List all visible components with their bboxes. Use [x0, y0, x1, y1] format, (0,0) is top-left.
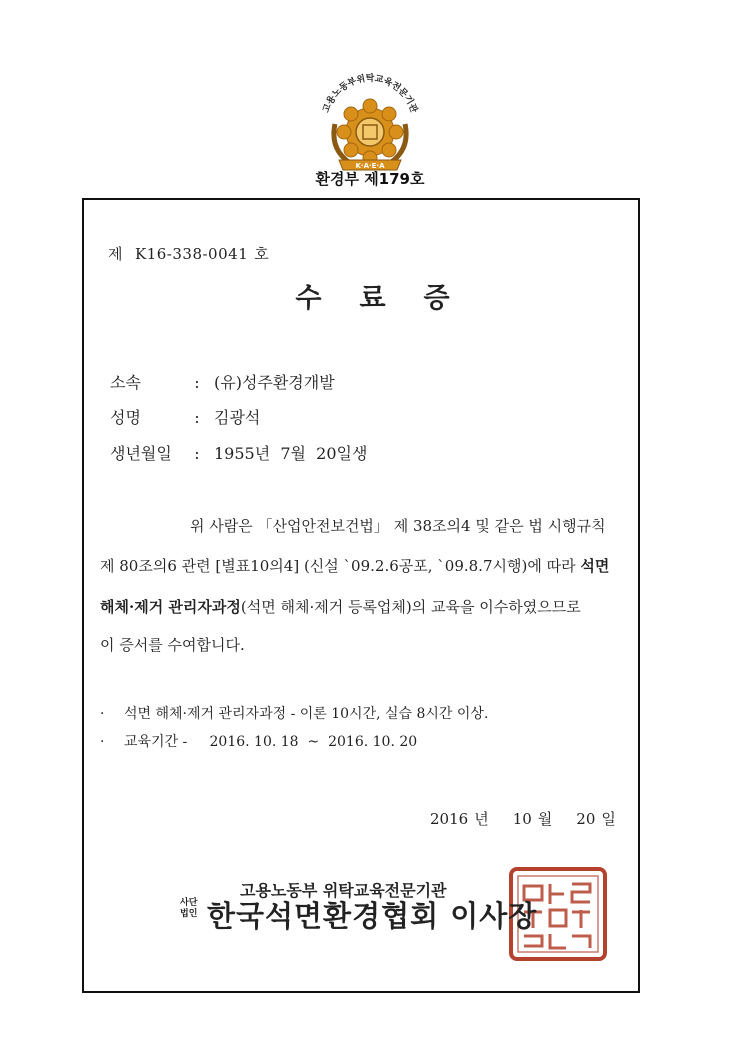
- issue-day-unit: 일: [601, 810, 616, 828]
- body-line-2: [100, 555, 609, 576]
- body-bold-text: 해체·제거 관리자과정: [100, 598, 241, 616]
- bullet-text: 교육기간 - 2016. 10. 18 ~ 2016. 10. 20: [124, 734, 418, 750]
- issuer-subtitle: 고용노동부 위탁교육전문기관: [240, 881, 447, 900]
- issue-date: [430, 808, 622, 829]
- certificate-title: 수료증: [295, 283, 488, 314]
- field-birthdate: [110, 441, 367, 464]
- certificate-number-prefix: 제: [108, 245, 123, 263]
- field-colon: :: [194, 373, 200, 392]
- body-text: 제 80조의6 관련 [별표10의4] (신설 `09.2.6공포, `09.8.7시행)에 따라: [100, 557, 581, 575]
- field-label: 생년월일: [110, 444, 172, 463]
- body-text: (석면 해체·제거 등록업체)의 교육을 이수하였으므로: [240, 598, 581, 616]
- body-line-4: [100, 634, 245, 655]
- field-name: [110, 405, 260, 428]
- issue-month-unit: 월: [537, 810, 553, 828]
- field-label: 성명: [110, 408, 141, 427]
- body-text: 위 사람은 「산업안전보건법」 제 38조의4 및 같은 법 시행규칙: [190, 517, 606, 535]
- issuer-name: 한국석면환경협회 이사장: [207, 899, 538, 933]
- field-colon: :: [194, 408, 200, 427]
- certificate-number: K16-338-0041: [135, 245, 249, 263]
- course-period-item: [100, 731, 417, 751]
- corporation-tag: [180, 898, 197, 920]
- field-value: 김광석: [214, 408, 261, 427]
- issue-month: 10: [512, 810, 532, 828]
- body-line-3: [100, 596, 581, 617]
- field-label: 소속: [110, 373, 141, 392]
- body-bold-text: 석면: [580, 557, 610, 575]
- issue-year-unit: 년: [474, 810, 489, 828]
- field-value: (유)성주환경개발: [214, 373, 335, 392]
- emblem-arc-text: 고용노동부위탁교육전문기관: [321, 74, 419, 115]
- bullet-dot: ·: [100, 706, 105, 722]
- field-value: 1955년 7월 20일생: [214, 444, 368, 463]
- issue-day: 20: [576, 810, 596, 828]
- corporation-tag-line: 사단: [180, 898, 198, 908]
- issue-year: 2016: [430, 810, 469, 828]
- field-colon: :: [194, 444, 200, 463]
- emblem-caption: 환경부 제179호: [315, 170, 425, 188]
- corporation-tag-line: 법인: [180, 909, 198, 919]
- certificate-number-line: [108, 243, 269, 264]
- body-text: 이 증서를 수여합니다.: [100, 636, 245, 654]
- bullet-dot: ·: [100, 734, 105, 750]
- certificate-number-suffix: 호: [254, 245, 270, 263]
- field-affiliation: [110, 370, 335, 393]
- body-line-1: [190, 515, 606, 536]
- bullet-text: 석면 해체·제거 관리자과정 - 이론 10시간, 실습 8시간 이상.: [124, 706, 489, 722]
- emblem-ribbon-text: K·A·E·A: [355, 162, 385, 170]
- course-detail-item: [100, 703, 488, 723]
